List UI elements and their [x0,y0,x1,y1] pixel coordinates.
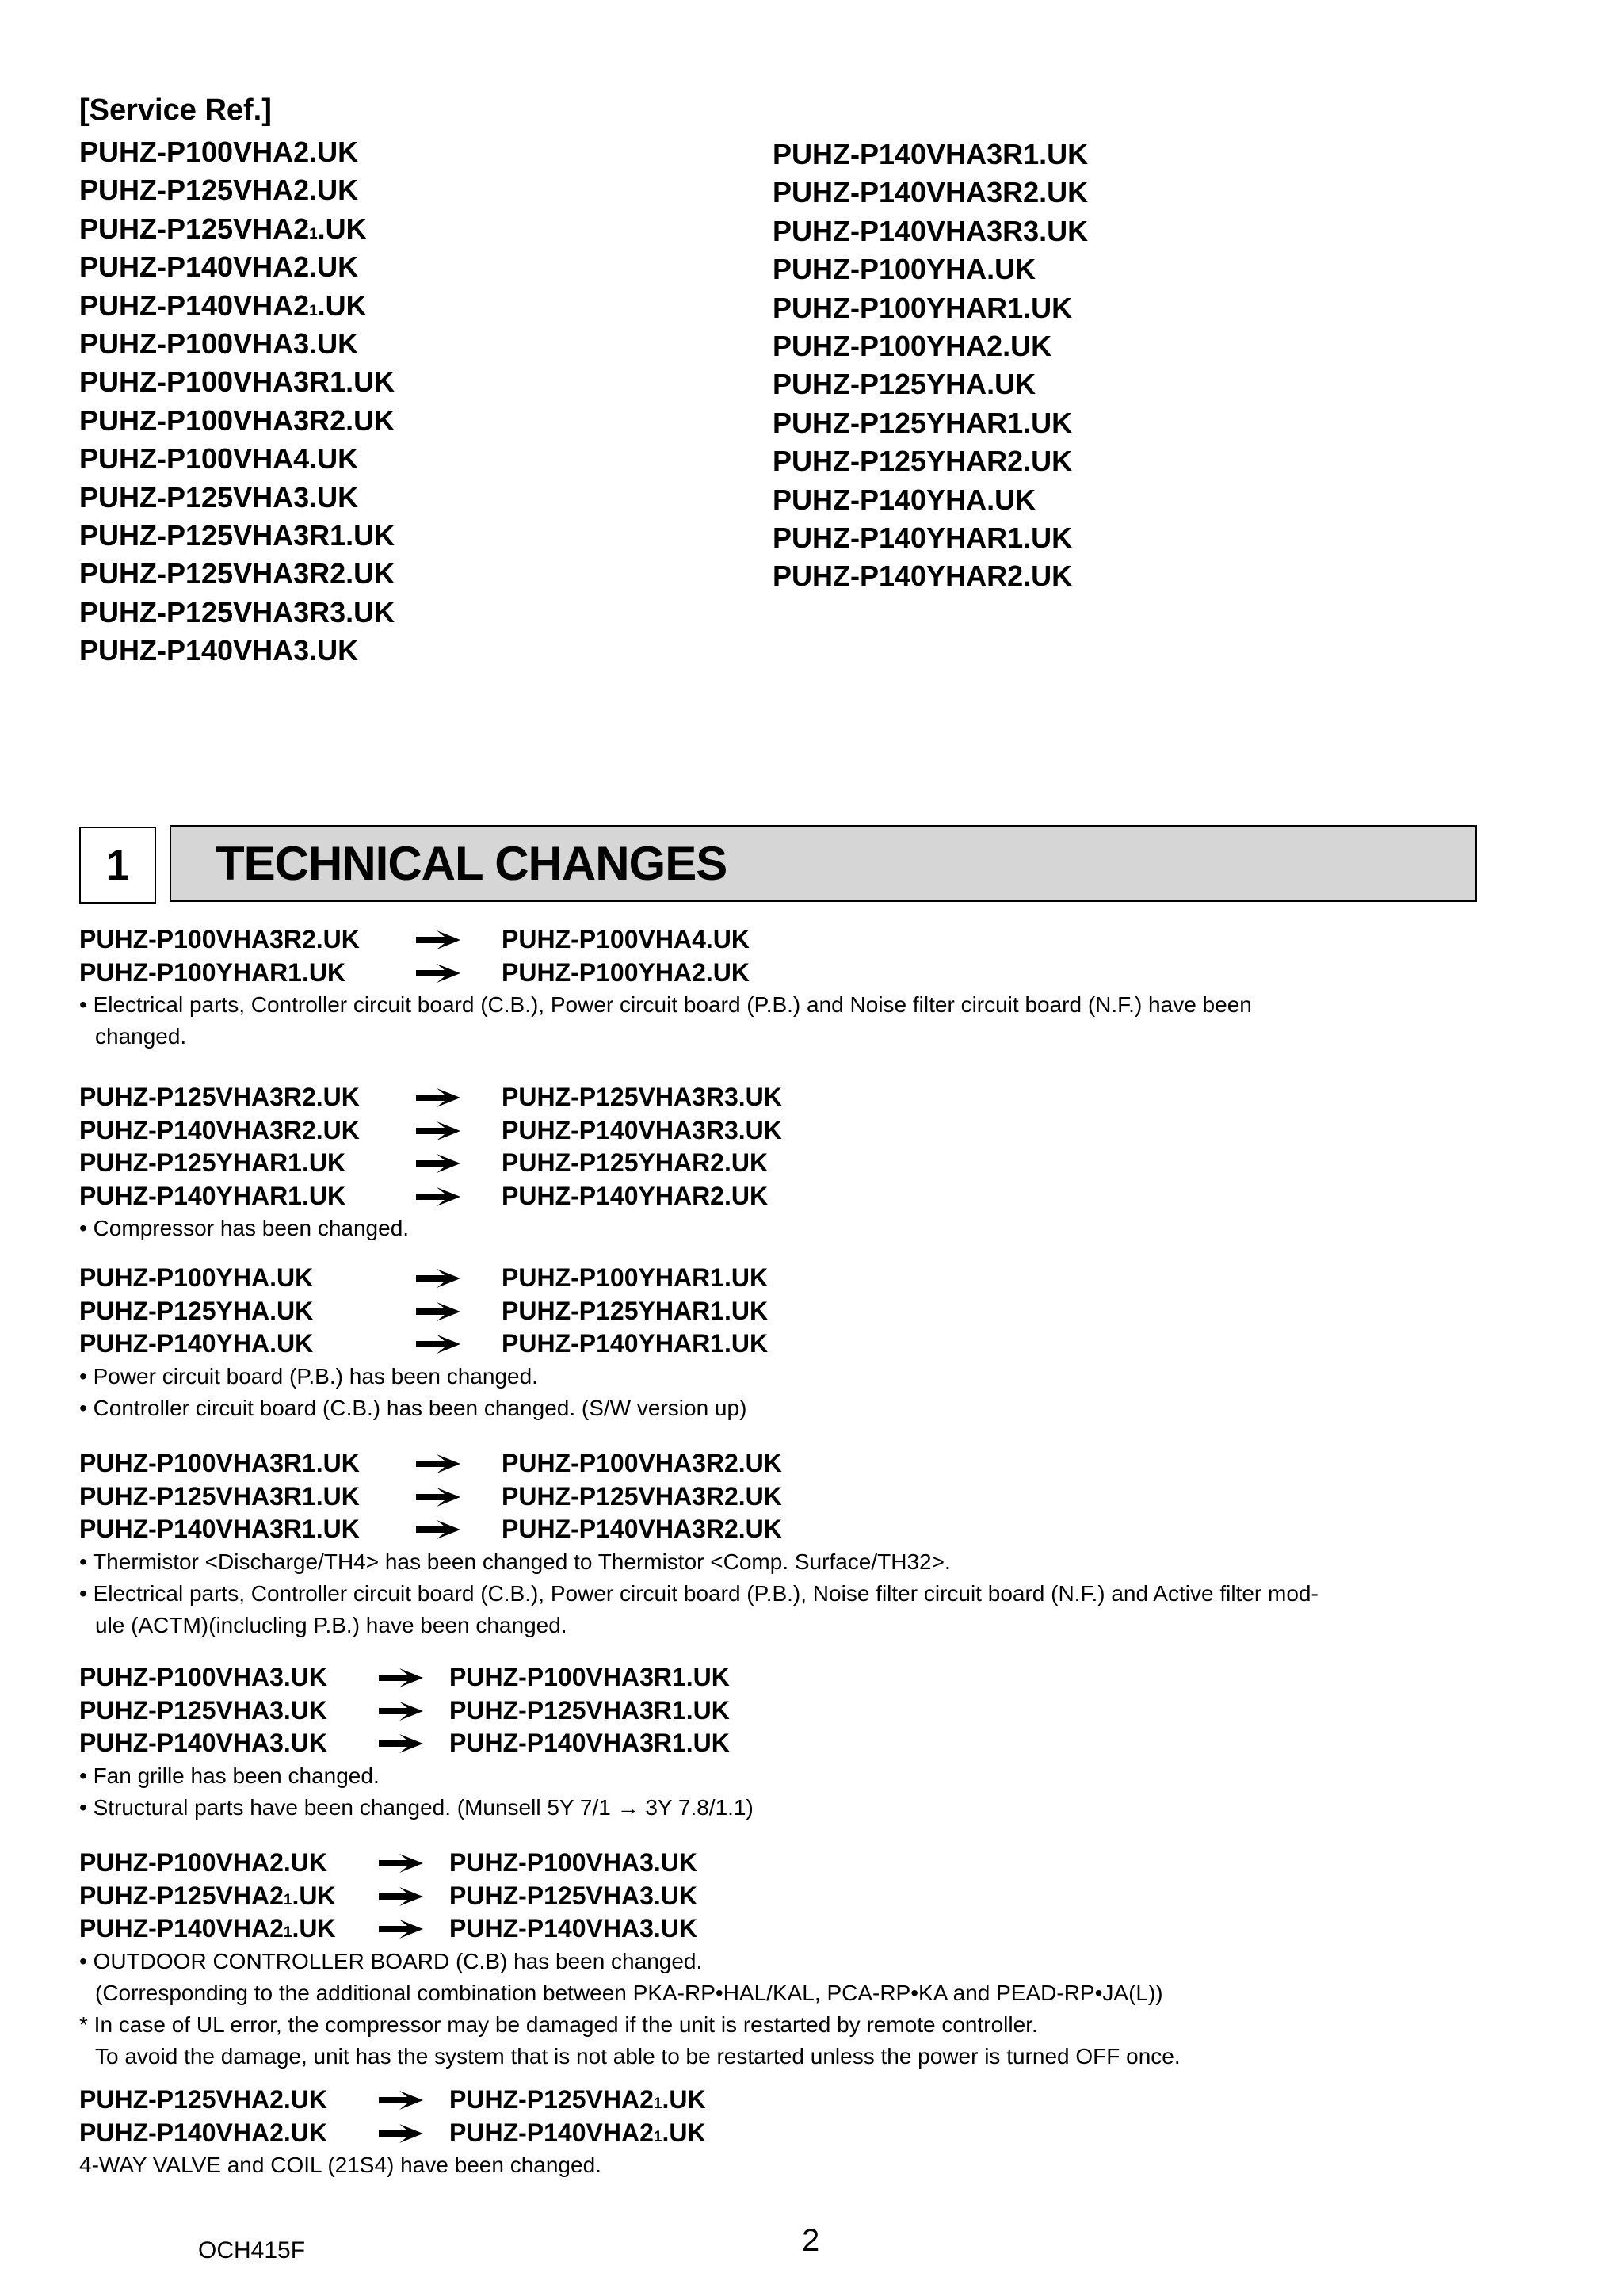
change-group [79,2084,1498,2181]
service-ref-item: PUHZ-P125VHA3R1.UK [79,518,395,552]
service-ref-item: PUHZ-P125YHAR2.UK [773,445,1073,478]
service-ref-left-column [79,133,395,670]
service-ref-item: PUHZ-P125VHA2.UK [79,174,359,207]
new-model: PUHZ-P140VHA3R3.UK [502,1115,782,1144]
new-model: PUHZ-P125VHA3R2.UK [502,1481,782,1511]
change-group [79,1847,1498,2073]
new-model: PUHZ-P125VHA3.UK [449,1881,697,1910]
right-arrow-icon [379,1886,423,1907]
model-change-row [79,1147,1498,1180]
new-model: PUHZ-P100VHA3.UK [449,1848,697,1877]
change-note: • Compressor has been changed. [79,1216,410,1240]
old-model: PUHZ-P140YHAR1.UK [79,1181,346,1210]
old-model: PUHZ-P100VHA3R2.UK [79,925,360,953]
section-number: 1 [79,827,156,904]
model-change-row [79,1912,1498,1946]
model-change-row [79,1661,1498,1694]
model-change-row [79,1480,1498,1514]
old-model: PUHZ-P140VHA3R2.UK [79,1115,360,1144]
new-model: PUHZ-P140YHAR2.UK [502,1181,769,1210]
document-code: OCH415F [198,2237,306,2264]
change-note: • Thermistor <Discharge/TH4> has been changed to Thermistor <Comp. Surface/TH32>. [79,1549,951,1574]
service-ref-item: PUHZ-P140VHA21.UK [79,288,367,322]
right-arrow-icon [379,1919,423,1939]
change-note: • Electrical parts, Controller circuit board (C.B.), Power circuit board (P.B.) and Noise filter circuit board (N.F.) have been changed. [79,992,1252,1049]
change-group [79,1262,1498,1424]
right-arrow-icon [416,1519,460,1540]
new-model: PUHZ-P140VHA3.UK [449,1914,697,1943]
old-model: PUHZ-P125VHA21.UK [79,1881,336,1910]
old-model: PUHZ-P100VHA3R1.UK [79,1449,360,1477]
old-model: PUHZ-P140VHA2.UK [79,2118,327,2147]
service-ref-item: PUHZ-P125VHA3R3.UK [79,595,395,628]
right-arrow-icon [416,1301,460,1322]
old-model: PUHZ-P140VHA21.UK [79,1914,336,1943]
change-group [79,1661,1498,1824]
old-model: PUHZ-P125YHAR1.UK [79,1148,346,1177]
new-model: PUHZ-P140VHA3R1.UK [449,1729,730,1757]
old-model: PUHZ-P125VHA3.UK [79,1695,327,1725]
service-ref-item: PUHZ-P140VHA3R2.UK [773,176,1089,209]
model-change-row [79,2084,1498,2117]
right-arrow-icon [379,1701,423,1721]
right-arrow-icon [416,1153,460,1174]
right-arrow-icon [416,1454,460,1474]
change-note: • Electrical parts, Controller circuit board (C.B.), Power circuit board (P.B.), Noise filter circuit board (N.F.) and Active filter mod- ule (ACTM)(inclucling P.B.) have been changed. [79,1580,1319,1637]
model-change-row [79,1328,1498,1361]
service-ref-item: PUHZ-P100YHA.UK [773,253,1036,286]
change-group [79,1081,1498,1244]
service-ref-item: PUHZ-P125YHAR1.UK [773,406,1073,439]
page-number: 2 [802,2223,820,2258]
change-group [79,923,1498,1052]
right-arrow-icon [416,1334,460,1354]
model-change-row [79,1262,1498,1295]
model-change-row [79,923,1498,957]
right-arrow-icon [379,2090,423,2111]
change-note: • Structural parts have been changed. (Munsell 5Y 7/1 → 3Y 7.8/1.1) [79,1794,754,1820]
model-change-row [79,1447,1498,1480]
new-model: PUHZ-P125VHA3R1.UK [449,1695,730,1725]
service-ref-item: PUHZ-P100YHAR1.UK [773,291,1073,324]
new-model: PUHZ-P125YHAR2.UK [502,1148,769,1177]
model-change-row [79,957,1498,990]
model-change-row [79,1727,1498,1760]
service-ref-item: PUHZ-P140VHA3.UK [79,634,359,667]
new-model: PUHZ-P100YHAR1.UK [502,1263,769,1292]
service-ref-item: PUHZ-P140VHA2.UK [79,250,359,284]
right-arrow-icon [416,930,460,950]
service-ref-item: PUHZ-P140YHAR2.UK [773,560,1073,593]
model-change-row [79,2117,1498,2150]
service-ref-item: PUHZ-P140VHA3R1.UK [773,138,1089,170]
right-arrow-icon [379,2123,423,2144]
change-note: • Fan grille has been changed. [79,1763,380,1788]
old-model: PUHZ-P125VHA2.UK [79,2085,327,2114]
model-change-row [79,1694,1498,1728]
right-arrow-icon [416,1268,460,1289]
model-change-row [79,1180,1498,1213]
service-ref-item: PUHZ-P125VHA3.UK [79,480,359,514]
old-model: PUHZ-P100VHA2.UK [79,1848,327,1877]
model-change-row [79,1513,1498,1546]
service-ref-item: PUHZ-P140YHA.UK [773,483,1036,516]
new-model: PUHZ-P100VHA3R1.UK [449,1663,730,1691]
old-model: PUHZ-P140VHA3.UK [79,1729,327,1757]
old-model: PUHZ-P140YHA.UK [79,1329,314,1358]
service-ref-item: PUHZ-P140YHAR1.UK [773,521,1073,554]
old-model: PUHZ-P100VHA3.UK [79,1663,327,1691]
model-change-row [79,1880,1498,1913]
service-ref-heading: [Service Ref.] [79,94,272,127]
old-model: PUHZ-P100YHA.UK [79,1263,314,1292]
model-change-row [79,1847,1498,1880]
model-change-row [79,1114,1498,1148]
right-arrow-icon [416,1487,460,1507]
new-model: PUHZ-P100VHA4.UK [502,925,750,953]
new-model: PUHZ-P100VHA3R2.UK [502,1449,782,1477]
service-ref-item: PUHZ-P125VHA21.UK [79,212,367,245]
service-ref-item: PUHZ-P100VHA3R2.UK [79,403,395,437]
old-model: PUHZ-P125VHA3R2.UK [79,1083,360,1111]
old-model: PUHZ-P125VHA3R1.UK [79,1481,360,1511]
section-title: TECHNICAL CHANGES [170,825,1477,902]
right-arrow-icon [416,1121,460,1141]
old-model: PUHZ-P125YHA.UK [79,1296,314,1325]
right-arrow-icon [379,1853,423,1874]
new-model: PUHZ-P100YHA2.UK [502,957,750,987]
change-note: • Power circuit board (P.B.) has been changed. [79,1363,538,1389]
service-ref-item: PUHZ-P100VHA3.UK [79,327,359,360]
service-ref-right-column [773,136,1088,596]
change-note: 4-WAY VALVE and COIL (21S4) have been changed. [79,2153,601,2177]
service-ref-item: PUHZ-P140VHA3R3.UK [773,214,1089,247]
old-model: PUHZ-P100YHAR1.UK [79,957,346,987]
new-model: PUHZ-P125VHA3R3.UK [502,1083,782,1111]
change-note: • Controller circuit board (C.B.) has been changed. (S/W version up) [79,1395,747,1420]
right-arrow-icon [416,1186,460,1207]
new-model: PUHZ-P140VHA21.UK [449,2118,706,2147]
service-ref-item: PUHZ-P100VHA4.UK [79,442,359,476]
change-group [79,1447,1498,1641]
old-model: PUHZ-P140VHA3R1.UK [79,1515,360,1543]
new-model: PUHZ-P125YHAR1.UK [502,1296,769,1325]
new-model: PUHZ-P125VHA21.UK [449,2085,706,2114]
service-ref-item: PUHZ-P100VHA3R1.UK [79,365,395,399]
right-arrow-icon [416,963,460,984]
new-model: PUHZ-P140YHAR1.UK [502,1329,769,1358]
right-arrow-icon [416,1087,460,1108]
model-change-row [79,1081,1498,1114]
service-ref-item: PUHZ-P125YHA.UK [773,368,1036,401]
right-arrow-icon [379,1668,423,1688]
new-model: PUHZ-P140VHA3R2.UK [502,1515,782,1543]
model-change-row [79,1295,1498,1328]
right-arrow-icon [379,1733,423,1754]
change-note: • OUTDOOR CONTROLLER BOARD (C.B) has been changed. (Corresponding to the additional combination between PKA-RP•HAL/KAL, PCA-RP•KA and PEAD-RP•JA(L)) * In case of UL error, the compressor may be damaged if the unit is restarted by remote controller. To avoid the damage, unit has the system that is not able to be restarted unless the power is turned OFF once. [79,1948,1181,2069]
service-ref-item: PUHZ-P125VHA3R2.UK [79,557,395,590]
service-ref-item: PUHZ-P100VHA2.UK [79,136,359,168]
service-ref-item: PUHZ-P100YHA2.UK [773,329,1052,362]
